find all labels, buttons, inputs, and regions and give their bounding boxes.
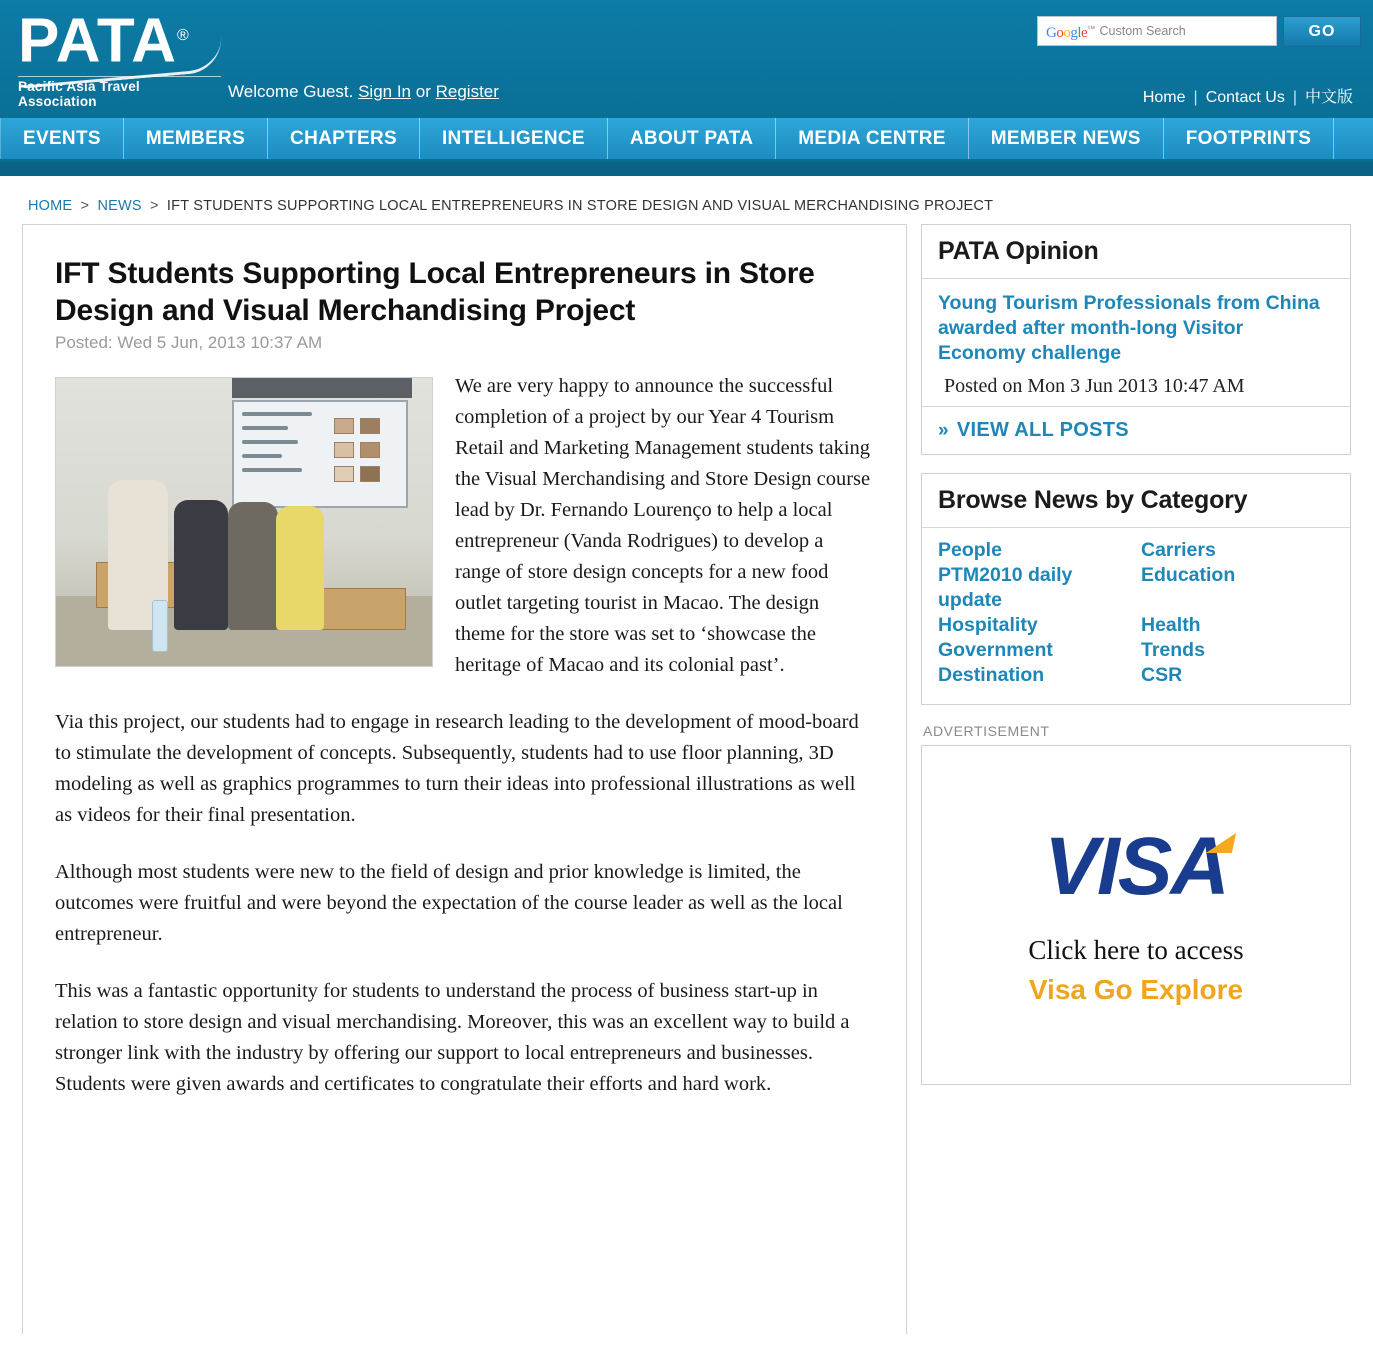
article-paragraph-4: This was a fantastic opportunity for students to understand the process of business start-up in relation to store design and visual merchandising. Moreover, this was an excellent way to build a stronger link with the industry by offering our support to local entrepreneurs and businesses. Students were given awards and certificates to congratulate their efforts and hard work. [55,980,850,1095]
utility-links [1135,84,1361,107]
photo-student-4 [276,506,324,630]
nav-filler [1334,118,1373,159]
logo-text: PATA [18,6,177,76]
sign-in-link[interactable]: Sign In [358,82,412,101]
breadcrumb [0,176,1373,224]
category-link-education[interactable]: Education [1141,564,1236,586]
category-link-hospitality[interactable]: Hospitality [938,614,1038,636]
search-input[interactable] [1037,16,1277,46]
nav-item-footprints[interactable]: FOOTPRINTS [1164,118,1334,159]
top-link-chinese[interactable]: 中文版 [1304,89,1353,106]
nav-item-members[interactable]: MEMBERS [124,118,268,159]
opinion-post-date: Posted on Mon 3 Jun 2013 10:47 AM [944,375,1245,397]
google-logo-icon: Google™ [1046,24,1095,41]
category-link-health[interactable]: Health [1141,614,1201,636]
view-all-posts-label: VIEW ALL POSTS [956,419,1129,441]
ad-subheadline: Visa Go Explore [1028,973,1244,1005]
main-navigation [0,118,1373,162]
search-go-button[interactable]: GO [1283,16,1361,47]
view-all-posts-button[interactable] [922,406,1350,454]
nav-item-member-news[interactable]: MEMBER NEWS [969,118,1164,159]
article-paragraph-2: Via this project, our students had to engage in research leading to the development of mood-board to stimulate the development of concepts. Subsequently, students had to use floor planning, 3D modeling as well as graphics programmes to turn their ideas into professional illustrations as well as videos for their final presentation. [55,711,859,826]
breadcrumb-news[interactable]: NEWS [97,198,142,214]
browse-category-heading: Browse News by Category [922,474,1350,528]
breadcrumb-separator-1: > [80,198,90,214]
top-link-separator-2: | [1292,89,1297,106]
advertisement-banner[interactable] [921,745,1351,1085]
top-link-home[interactable]: Home [1142,89,1186,106]
breadcrumb-home[interactable]: HOME [28,198,73,214]
logo-registered-mark: ® [176,27,190,44]
google-tm: ™ [1087,24,1095,33]
ad-headline: Click here to access [1028,934,1244,965]
top-link-separator-1: | [1193,89,1198,106]
double-chevron-right-icon: » [938,419,949,441]
category-link-destination[interactable]: Destination [938,664,1045,686]
page-title: IFT Students Supporting Local Entrepreneurs in Store Design and Visual Merchandising Project [55,257,815,327]
top-link-contact-us[interactable]: Contact Us [1205,89,1285,106]
category-grid [922,528,1350,704]
browse-news-category-card [921,473,1351,705]
article-paragraph-3: Although most students were new to the field of design and prior knowledge is limited, the outcomes were fruitful and were beyond the expectation of the course leader as well as the local entrepreneur. [55,861,843,945]
search-placeholder-text: Custom Search [1099,24,1186,38]
site-header [0,0,1373,118]
nav-item-about-pata[interactable]: ABOUT PATA [608,118,776,159]
visa-wordmark: VISA [1044,820,1228,912]
article-panel [22,224,907,1334]
nav-item-media-centre[interactable]: MEDIA CENTRE [776,118,969,159]
category-link-ptm2010-daily-update[interactable]: PTM2010 daily update [938,564,1073,611]
photo-student-3 [228,502,278,630]
opinion-post-link[interactable]: Young Tourism Professionals from China awarded after month-long Visitor Economy challenge [938,292,1320,364]
category-link-people[interactable]: People [938,539,1002,561]
nav-item-chapters[interactable]: CHAPTERS [268,118,420,159]
photo-presentation-board [232,400,408,508]
pata-opinion-heading: PATA Opinion [922,225,1350,279]
pata-opinion-card [921,224,1351,455]
breadcrumb-separator-2: > [150,198,159,214]
sidebar [921,224,1351,1085]
page-content [0,224,1373,1334]
category-link-trends[interactable]: Trends [1141,639,1205,661]
visa-logo [1044,820,1228,912]
category-link-csr[interactable]: CSR [1141,664,1183,686]
category-link-carriers[interactable]: Carriers [1141,539,1216,561]
nav-item-intelligence[interactable]: INTELLIGENCE [420,118,608,159]
photo-water-bottle [152,600,168,652]
pata-opinion-body [922,279,1350,406]
article-photo [55,377,433,667]
register-link[interactable]: Register [435,82,499,101]
advertisement-label: ADVERTISEMENT [923,723,1050,739]
logo-wordmark [18,4,228,74]
photo-projector-screen-top [232,378,412,398]
logo-subtitle: Pacific Asia Travel Association [18,76,221,109]
welcome-text: Welcome Guest. [228,82,354,101]
photo-student-2 [174,500,228,630]
visa-swoosh-icon [1206,833,1236,853]
nav-underline-bar [0,162,1373,176]
article-paragraph-1: We are very happy to announce the successful completion of a project by our Year 4 Tourism Retail and Marketing Management students taking the Visual Merchandising and Store Design course lead by Dr. Fernando Lourenço to help a local entrepreneur (Vanda Rodrigues) to develop a range of store design concepts for a new food outlet targeting tourist in Macao. The design theme for the store was set to ‘showcase the heritage of Macao and its colonial past’. [455,375,871,676]
breadcrumb-current: IFT STUDENTS SUPPORTING LOCAL ENTREPRENEURS IN STORE DESIGN AND VISUAL MERCHANDISING PROJECT [166,198,994,214]
welcome-bar [228,82,499,102]
pata-logo[interactable] [18,4,228,109]
article-posted-date: Posted: Wed 5 Jun, 2013 10:37 AM [55,333,323,352]
welcome-or: or [415,82,431,101]
nav-item-events[interactable]: EVENTS [0,118,124,159]
category-link-government[interactable]: Government [938,639,1053,661]
